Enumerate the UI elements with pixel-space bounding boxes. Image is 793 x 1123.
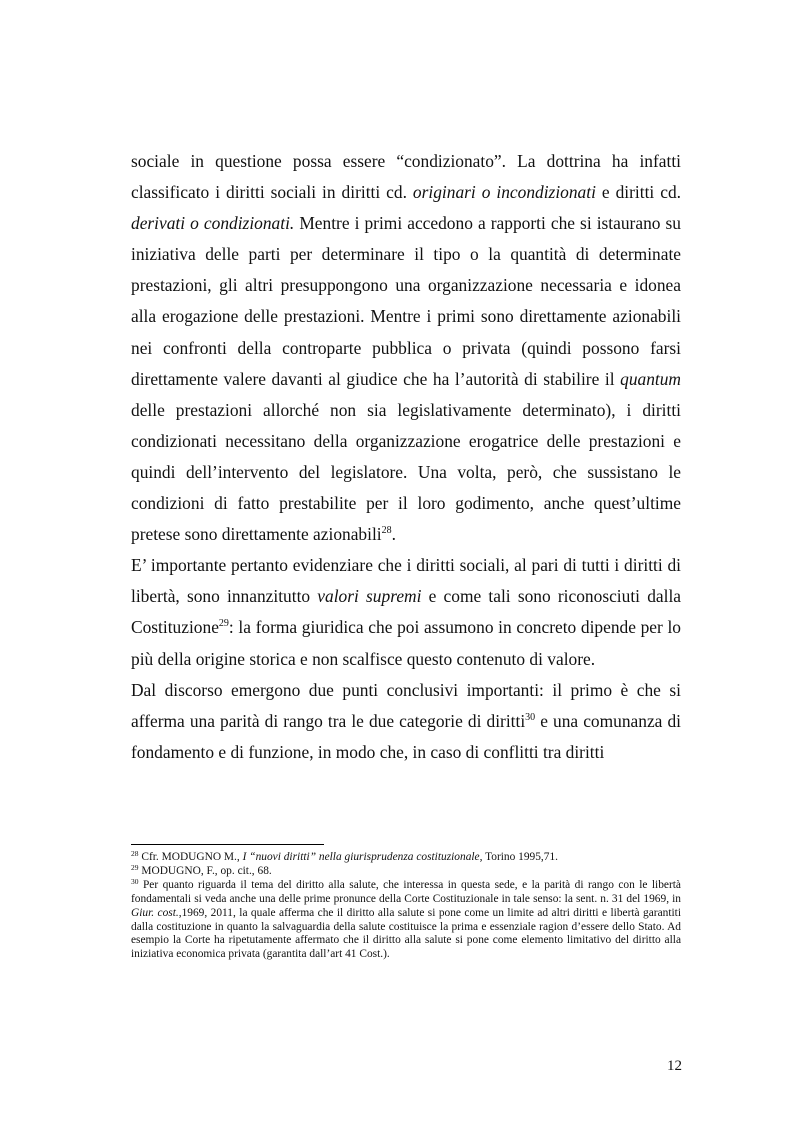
text-run: e come tali sono riconosciuti dalla Costituzione (131, 586, 681, 638)
footnotes (131, 851, 681, 962)
italic-term: derivati o condizionati. (131, 213, 295, 234)
italic-term: valori supremi (317, 586, 422, 607)
footnote-ref-30[interactable]: 30 (525, 711, 536, 723)
italic-term: quantum (620, 368, 681, 389)
text-run: . (391, 524, 396, 545)
footnote-number: 28 (131, 849, 139, 858)
paragraph-1 (131, 146, 681, 550)
footnote-text: Per quanto riguarda il tema del diritto alla salute, che interessa in questa sede, e la parità di rango con le libertà fondamentali si veda anche una delle prime pronunce della Corte Costituzionale in tale senso: la sent. n. 31 del 1969, in (131, 878, 681, 905)
text-run: E’ importante pertanto evidenziare che i diritti sociali, al pari di tutti i diritti di libertà, sono innanzitutto (131, 555, 681, 607)
italic-term: originari o incondizionati (412, 182, 596, 203)
footnote-text: ,1969, 2011, la quale afferma che il diritto alla salute si pone come un limite ad altri diritti e libertà garantiti dalla costituzione in quanto la salvaguardia della salute costituisce la prima e essenziale ragion d’essere dello Stato. Ad esempio la Corte ha ripetutamente affermato che il diritto alla salute si pone come elemento limitativo del diritto alla iniziativa economica privata (garantita dall’art 41 Cost.). (131, 906, 681, 961)
footnote-number: 29 (131, 862, 139, 872)
footnote-text: Torino 1995,71. (482, 851, 559, 863)
footnote-text: Cfr. MODUGNO M., (138, 851, 243, 863)
text-run: : la forma giuridica che poi assumono in concreto dipende per lo più della origine storica e non scalfisce questo contenuto di valore. (131, 617, 681, 669)
footnote-29 (131, 862, 681, 879)
text-run: Dal discorso emergono due punti conclusivi importanti: il primo è che si afferma una parità di rango tra le due categorie di diritti (131, 679, 681, 731)
page-number: 12 (667, 1058, 682, 1074)
footnote-divider (131, 844, 324, 845)
footnote-30 (131, 876, 681, 962)
footnote-ref-29[interactable]: 29 (218, 618, 229, 630)
footnote-text: MODUGNO, F., op. cit., 68. (138, 864, 272, 877)
footnote-28 (131, 851, 681, 865)
footnote-italic: I “nuovi diritti” nella giurisprudenza costituzionale, (242, 851, 483, 863)
text-run: e diritti cd. (595, 182, 682, 203)
footnote-italic: Giur. cost. (131, 906, 179, 919)
text-run: sociale in questione possa essere “condizionato”. La dottrina ha infatti classificato i diritti sociali in diritti cd. (131, 151, 681, 203)
main-text (131, 146, 681, 768)
paragraph-3 (131, 675, 681, 768)
paragraph-2 (131, 550, 681, 674)
footnote-number: 30 (131, 876, 139, 886)
text-run: delle prestazioni allorché non sia legislativamente determinato), i diritti condizionati necessitano della organizzazione erogatrice delle prestazioni e quindi dell’intervento del legislatore. Una volta, però, che sussistano le condizioni di fatto prestabilite per il loro godimento, anche quest’ultime pretese sono direttamente azionabili (131, 399, 681, 545)
text-run: Mentre i primi accedono a rapporti che si istaurano su iniziativa delle parti per determinare il tipo o la quantità di determinate prestazioni, gli altri presuppongono una organizzazione necessaria e idonea alla erogazione delle prestazioni. Mentre i primi sono direttamente azionabili nei confronti della controparte pubblica o privata (quindi possono farsi direttamente valere davanti al giudice che ha l’autorità di stabilire il (131, 213, 681, 389)
text-run: e una comunanza di fondamento e di funzione, in modo che, in caso di conflitti tra diritti (131, 710, 681, 762)
footnote-ref-28[interactable]: 28 (381, 525, 392, 537)
